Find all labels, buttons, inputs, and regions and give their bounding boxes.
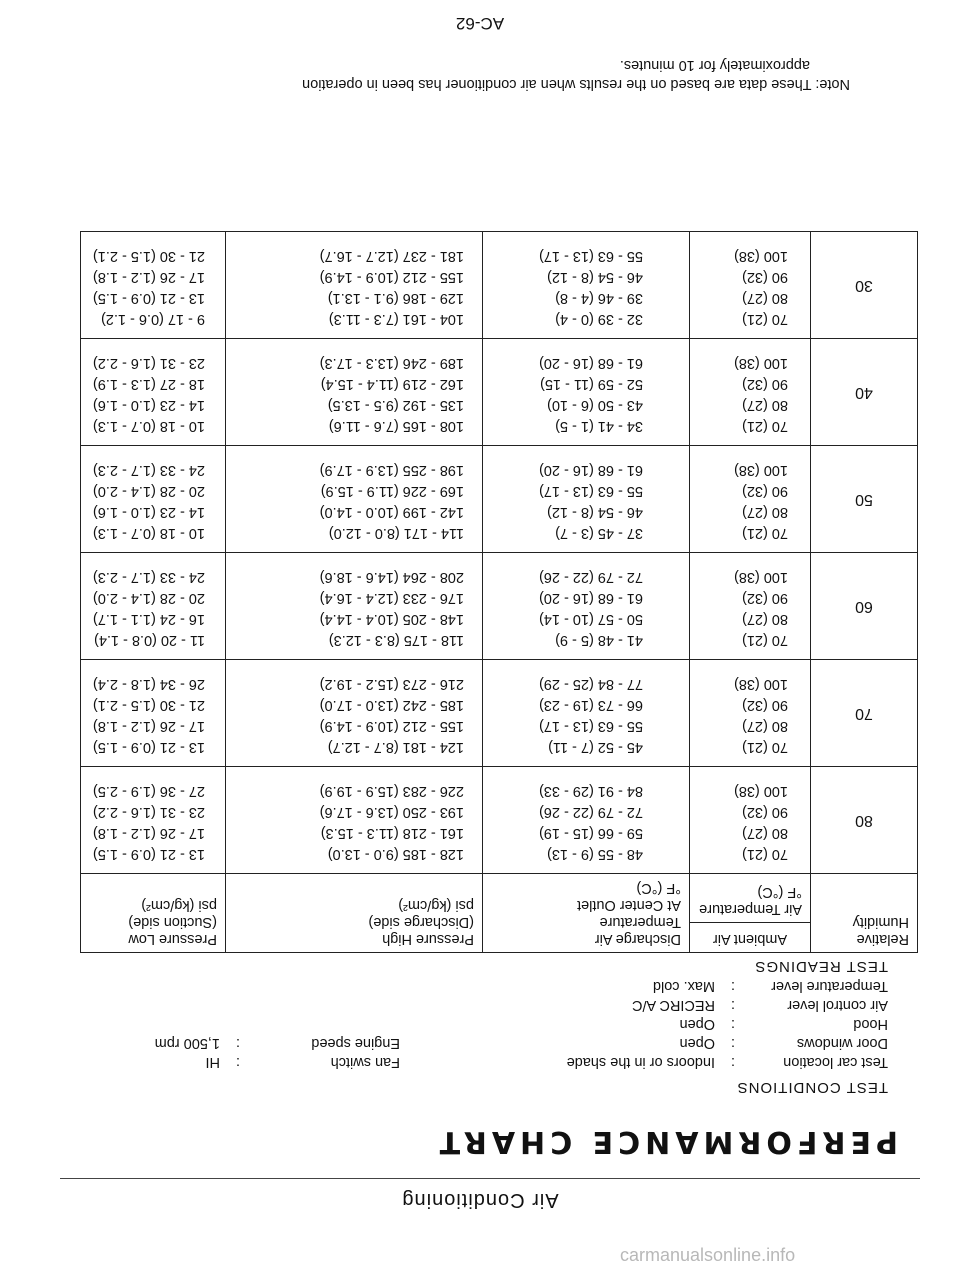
discharge-temperature-value: 77 - 84 (25 - 29)	[539, 676, 643, 692]
pressure-low-cell	[81, 553, 226, 660]
condition-label: Hood	[853, 1016, 888, 1032]
discharge-temperature-value: 46 - 54 (8 - 12)	[547, 504, 643, 520]
note	[302, 55, 850, 93]
pressure-low-value: 13 - 21 (0.9 - 1.5)	[92, 846, 205, 862]
air-temperature-value: 100 (38)	[733, 462, 788, 478]
condition-separator: :	[730, 997, 735, 1013]
pressure-low-cell	[81, 660, 226, 767]
air-temperature-value: 80 (27)	[742, 611, 788, 627]
pressure-low-value: 14 - 23 (1.0 - 1.6)	[92, 397, 205, 413]
pressure-low-value: 17 - 26 (1.2 - 1.8)	[92, 825, 205, 841]
pressure-low-value: 21 - 30 (1.5 - 2.1)	[92, 697, 205, 713]
air-temperature-value: 80 (27)	[742, 397, 788, 413]
title-divider	[60, 1178, 920, 1179]
table-row	[81, 660, 918, 767]
condition-row	[567, 1052, 888, 1071]
pressure-low-value: 13 - 21 (0.9 - 1.5)	[92, 290, 205, 306]
condition-label: Engine speed	[311, 1035, 400, 1051]
test-conditions-heading: TEST CONDITIONS	[736, 1079, 888, 1096]
discharge-temperature-value: 61 - 68 (16 - 20)	[539, 590, 643, 606]
air-temperature-value: 70 (21)	[742, 846, 788, 862]
pressure-high-value: 155 - 212 (10.9 - 14.9)	[319, 269, 464, 285]
header-line: Temperature	[599, 914, 681, 930]
pressure-high-value: 104 - 161 (7.3 - 11.3)	[328, 311, 464, 327]
discharge-temperature-value: 84 - 91 (29 - 33)	[539, 783, 643, 799]
note-label: Note:	[815, 76, 850, 92]
condition-value: RECIRC A/C	[632, 997, 715, 1013]
header-line: Pressure High	[382, 931, 474, 947]
air-temperature-value: 100 (38)	[733, 676, 788, 692]
air-temperature-value: 70 (21)	[742, 311, 788, 327]
pressure-high-value: 118 - 175 (8.3 - 12.3)	[328, 632, 464, 648]
discharge-temperature-value: 46 - 54 (8 - 12)	[547, 269, 643, 285]
relative-humidity-header	[811, 874, 918, 953]
pressure-low-value: 23 - 31 (1.6 - 2.2)	[92, 355, 205, 371]
condition-value: HI	[205, 1054, 220, 1070]
condition-value: Open	[679, 1035, 715, 1051]
pressure-high-cell	[226, 767, 483, 874]
pressure-high-value: 161 - 218 (11.3 - 15.3)	[320, 825, 464, 841]
pressure-low-value: 23 - 31 (1.6 - 2.2)	[92, 804, 205, 820]
pressure-high-value: 169 - 226 (11.9 - 15.9)	[320, 483, 464, 499]
discharge-temperature-value: 72 - 79 (22 - 26)	[539, 804, 643, 820]
condition-label: Air control lever	[787, 997, 888, 1013]
pressure-high-header	[226, 874, 483, 953]
air-temperature-value: 70 (21)	[742, 418, 788, 434]
pressure-low-header	[81, 874, 226, 953]
note-line	[302, 74, 850, 93]
pressure-low-value: 20 - 28 (1.4 - 2.0)	[92, 590, 205, 606]
pressure-low-value: 20 - 28 (1.4 - 2.0)	[92, 483, 205, 499]
pressure-high-value: 189 - 246 (13.3 - 17.3)	[319, 355, 464, 371]
pressure-low-value: 10 - 18 (0.7 - 1.3)	[92, 418, 205, 434]
air-temperature-cell	[690, 339, 811, 446]
pressure-high-value: 181 - 237 (12.7 - 16.7)	[319, 248, 464, 264]
discharge-temperature-value: 48 - 55 (9 - 13)	[547, 846, 643, 862]
pressure-low-value: 18 - 27 (1.3 - 1.9)	[92, 376, 205, 392]
condition-label: Fan switch	[330, 1054, 400, 1070]
discharge-temperature-cell	[483, 339, 690, 446]
air-temperature-cell	[690, 767, 811, 874]
condition-value: Max. cold	[652, 978, 715, 994]
discharge-temperature-value: 61 - 68 (16 - 20)	[539, 355, 643, 371]
air-temperature-value: 90 (32)	[742, 483, 788, 499]
discharge-temperature-cell	[483, 767, 690, 874]
condition-label: Test car location	[783, 1054, 888, 1070]
discharge-temperature-value: 55 - 63 (13 - 17)	[539, 483, 643, 499]
discharge-temperature-value: 34 - 41 (1 - 5)	[555, 418, 643, 434]
condition-separator: :	[730, 1054, 735, 1070]
discharge-temperature-value: 32 - 39 (0 - 4)	[555, 311, 643, 327]
air-temperature-value: 80 (27)	[742, 825, 788, 841]
condition-row	[567, 995, 888, 1014]
discharge-temperature-value: 39 - 46 (4 - 8)	[555, 290, 643, 306]
watermark: carmanualsonline.info	[620, 1245, 796, 1265]
header-line: °F (°C)	[757, 883, 802, 900]
table-row	[81, 553, 918, 660]
pressure-high-value: 114 - 171 (8.0 - 12.0)	[328, 525, 464, 541]
pressure-low-value: 10 - 18 (0.7 - 1.3)	[92, 525, 205, 541]
condition-separator: :	[730, 1016, 735, 1032]
pressure-high-value: 176 - 233 (12.4 - 16.4)	[319, 590, 464, 606]
discharge-temperature-value: 43 - 50 (6 - 10)	[547, 397, 643, 413]
table-row	[81, 232, 918, 339]
pressure-low-value: 21 - 30 (1.5 - 2.1)	[92, 248, 205, 264]
discharge-temperature-value: 66 - 73 (19 - 23)	[539, 697, 643, 713]
condition-row	[567, 976, 888, 995]
discharge-temperature-value: 37 - 45 (3 - 7)	[555, 525, 643, 541]
condition-separator: :	[730, 978, 735, 994]
relative-humidity-cell: 60	[811, 553, 918, 660]
pressure-high-value: 216 - 273 (15.2 - 19.2)	[319, 676, 464, 692]
relative-humidity-cell: 50	[811, 446, 918, 553]
pressure-low-value: 11 - 20 (0.8 - 1.4)	[94, 632, 205, 648]
discharge-temperature-value: 72 - 79 (22 - 26)	[539, 569, 643, 585]
performance-table-body	[81, 232, 918, 874]
air-temperature-value: 80 (27)	[742, 718, 788, 734]
chart-heading: PERFORMANCE CHART	[434, 1124, 898, 1159]
pressure-high-value: 155 - 212 (10.9 - 14.9)	[319, 718, 464, 734]
header-line: (Discharge side)	[368, 914, 474, 930]
air-temperature-value: 90 (32)	[742, 804, 788, 820]
header-line: Humidity	[852, 914, 909, 930]
discharge-temperature-value: 55 - 63 (13 - 17)	[539, 248, 643, 264]
pressure-high-value: 226 - 283 (15.9 - 19.9)	[319, 783, 464, 799]
pressure-low-value: 26 - 34 (1.8 - 2.4)	[92, 676, 205, 692]
air-temperature-cell	[690, 553, 811, 660]
pressure-low-value: 9 - 17 (0.6 - 1.2)	[101, 311, 205, 327]
air-temperature-cell	[690, 232, 811, 339]
discharge-temperature-cell	[483, 553, 690, 660]
discharge-temperature-cell	[483, 446, 690, 553]
condition-row	[567, 1014, 888, 1033]
condition-separator: :	[730, 1035, 735, 1051]
air-temperature-value: 100 (38)	[733, 248, 788, 264]
discharge-temperature-value: 45 - 52 (7 - 11)	[548, 739, 643, 755]
discharge-temperature-value: 52 - 59 (11 - 15)	[540, 376, 643, 392]
air-temperature-value: 70 (21)	[742, 739, 788, 755]
discharge-temperature-value: 59 - 66 (15 - 19)	[539, 825, 643, 841]
air-temperature-value: 90 (32)	[742, 697, 788, 713]
air-temperature-header	[690, 874, 811, 923]
table-row	[81, 339, 918, 446]
discharge-temperature-cell	[483, 232, 690, 339]
air-temperature-value: 80 (27)	[742, 504, 788, 520]
pressure-high-value: 208 - 264 (14.6 - 18.6)	[319, 569, 464, 585]
condition-row	[155, 1033, 400, 1052]
header-line: psi (kg/cm²)	[141, 897, 217, 913]
pressure-high-value: 135 - 192 (9.5 - 13.5)	[327, 397, 464, 413]
relative-humidity-cell: 70	[811, 660, 918, 767]
pressure-high-cell	[226, 339, 483, 446]
note-text: These data are based on the results when air conditioner has been in operation	[302, 76, 812, 92]
pressure-low-value: 24 - 33 (1.7 - 2.3)	[92, 462, 205, 478]
condition-separator: :	[235, 1035, 240, 1051]
table-header-row	[81, 922, 918, 952]
air-temperature-cell	[690, 446, 811, 553]
header-line: Discharge Air	[594, 931, 681, 947]
pressure-low-cell	[81, 446, 226, 553]
discharge-temperature-value: 50 - 57 (10 - 14)	[539, 611, 643, 627]
pressure-high-value: 142 - 199 (10.0 - 14.0)	[319, 504, 464, 520]
note-line: approximately for 10 minutes.	[619, 57, 810, 73]
performance-table	[80, 231, 918, 953]
pressure-low-value: 16 - 24 (1.1 - 1.7)	[92, 611, 205, 627]
air-temperature-value: 70 (21)	[742, 525, 788, 541]
condition-label: Door windows	[796, 1035, 888, 1051]
air-temperature-value: 90 (32)	[742, 590, 788, 606]
header-line: Pressure Low	[128, 931, 217, 947]
air-temperature-value: 70 (21)	[742, 632, 788, 648]
discharge-temperature-cell	[483, 660, 690, 767]
test-conditions-right	[155, 1033, 400, 1071]
header-line: Relative	[856, 931, 909, 947]
condition-separator: :	[235, 1054, 240, 1070]
section-title: Air Conditioning	[401, 1189, 559, 1211]
air-temperature-value: 100 (38)	[733, 355, 788, 371]
header-line: Air Temperature	[699, 900, 802, 917]
air-temperature-value: 90 (32)	[742, 376, 788, 392]
pressure-high-value: 108 - 165 (7.6 - 11.6)	[328, 418, 464, 434]
table-row	[81, 446, 918, 553]
pressure-low-value: 27 - 36 (1.9 - 2.5)	[92, 783, 205, 799]
pressure-high-value: 162 - 219 (11.4 - 15.4)	[320, 376, 464, 392]
pressure-low-value: 14 - 23 (1.0 - 1.6)	[92, 504, 205, 520]
pressure-high-cell	[226, 660, 483, 767]
pressure-high-value: 148 - 205 (10.4 - 14.4)	[319, 611, 464, 627]
test-readings-heading: TEST READINGS	[754, 958, 888, 975]
air-temperature-value: 100 (38)	[733, 783, 788, 799]
pressure-low-cell	[81, 767, 226, 874]
relative-humidity-cell: 30	[811, 232, 918, 339]
table-row	[81, 767, 918, 874]
header-line: (Suction side)	[128, 914, 217, 930]
condition-value: Open	[679, 1016, 715, 1032]
condition-value: Indoors or in the shade	[566, 1054, 715, 1070]
pressure-high-cell	[226, 446, 483, 553]
pressure-low-value: 17 - 26 (1.2 - 1.8)	[92, 718, 205, 734]
test-conditions-left	[567, 976, 888, 1071]
condition-row	[155, 1052, 400, 1071]
pressure-high-value: 185 - 242 (13.0 - 17.0)	[319, 697, 464, 713]
pressure-high-value: 128 - 185 (9.0 - 13.0)	[327, 846, 464, 862]
pressure-low-cell	[81, 339, 226, 446]
condition-value: 1,500 rpm	[154, 1035, 220, 1051]
pressure-low-cell	[81, 232, 226, 339]
pressure-low-value: 13 - 21 (0.9 - 1.5)	[92, 739, 205, 755]
air-temperature-cell	[690, 660, 811, 767]
header-line: °F (°C)	[636, 880, 681, 896]
pressure-high-value: 193 - 250 (13.6 - 17.6)	[319, 804, 464, 820]
relative-humidity-cell: 40	[811, 339, 918, 446]
page-number: AC-62	[455, 14, 505, 33]
air-temperature-value: 90 (32)	[742, 269, 788, 285]
pressure-high-cell	[226, 232, 483, 339]
discharge-temperature-value: 61 - 68 (16 - 20)	[539, 462, 643, 478]
discharge-temperature-value: 41 - 48 (5 - 9)	[555, 632, 643, 648]
header-line: At Center Outlet	[577, 897, 681, 913]
pressure-high-cell	[226, 553, 483, 660]
pressure-high-value: 198 - 255 (13.9 - 17.9)	[319, 462, 464, 478]
ambient-air-header: Ambient Air	[690, 922, 811, 952]
relative-humidity-cell: 80	[811, 767, 918, 874]
header-line: psi (kg/cm²)	[398, 897, 474, 913]
pressure-low-value: 24 - 33 (1.7 - 2.3)	[92, 569, 205, 585]
air-temperature-value: 80 (27)	[742, 290, 788, 306]
air-temperature-value: 100 (38)	[733, 569, 788, 585]
pressure-low-value: 17 - 26 (1.2 - 1.8)	[92, 269, 205, 285]
pressure-high-value: 129 - 186 (9.1 - 13.1)	[327, 290, 464, 306]
condition-label: Temperature lever	[771, 978, 888, 994]
pressure-high-value: 124 - 181 (8.7 - 12.7)	[327, 739, 464, 755]
condition-row	[567, 1033, 888, 1052]
discharge-temperature-value: 55 - 63 (13 - 17)	[539, 718, 643, 734]
discharge-air-header	[483, 874, 690, 953]
